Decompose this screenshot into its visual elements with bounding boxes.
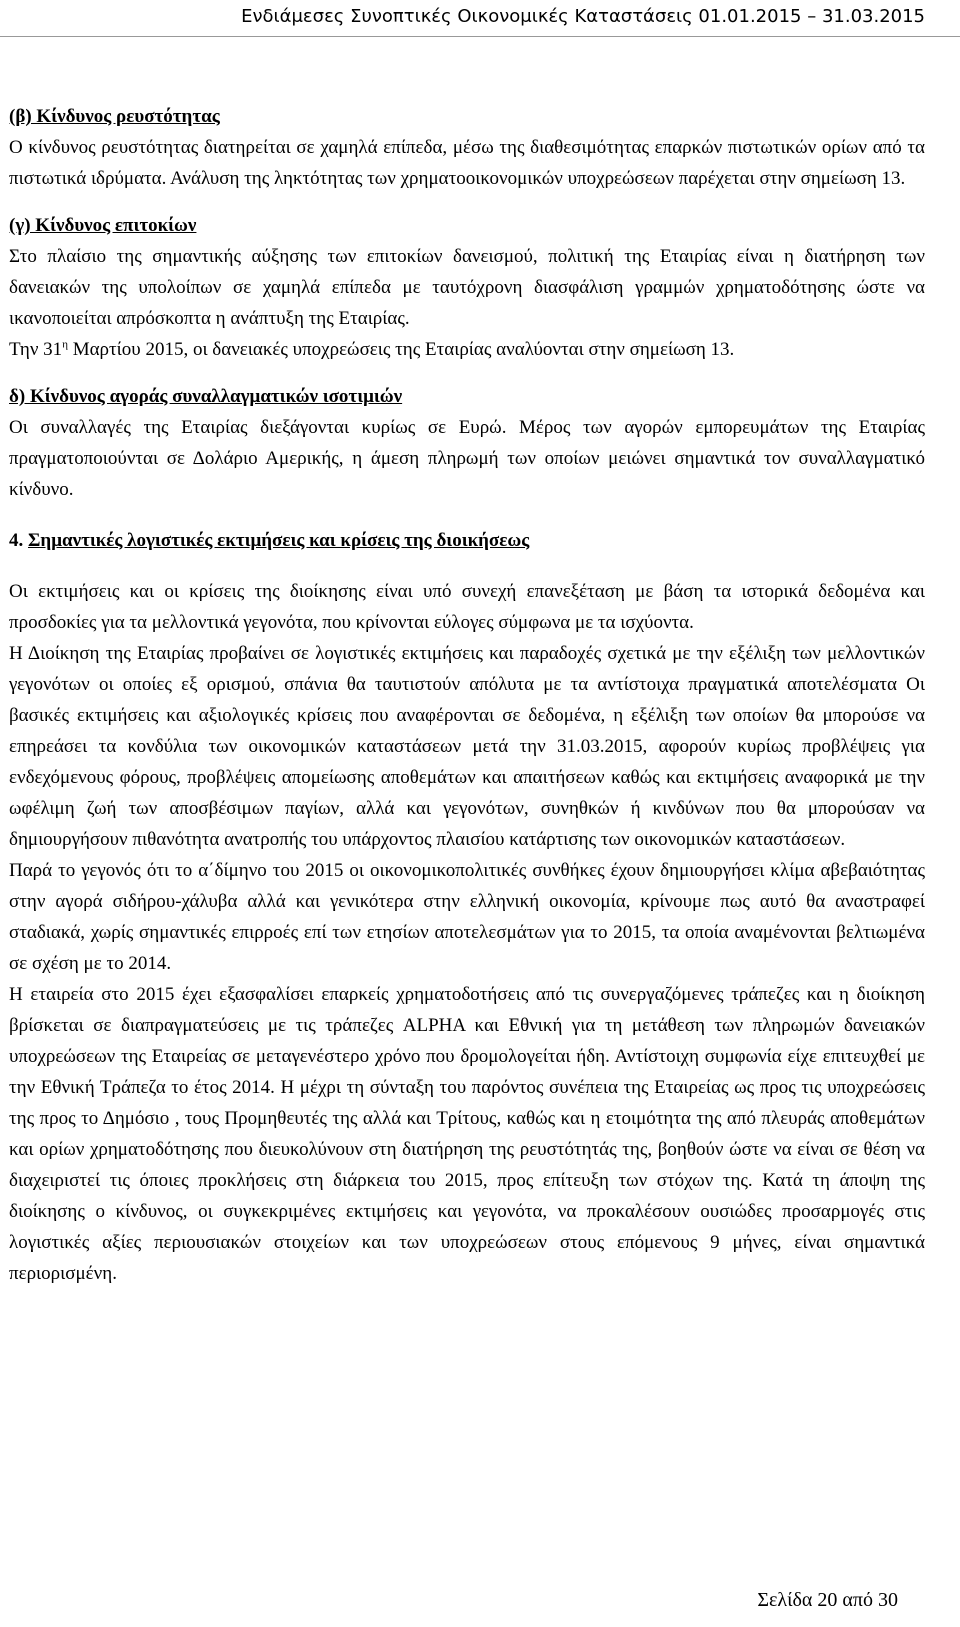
interest-note-end: Μαρτίου 2015, οι δανειακές υποχρεώσεις της Εταιρίας αναλύονται στην σημείωση 13. (67, 339, 735, 360)
interest-risk-heading: (γ) Κίνδυνος επιτοκίων (9, 215, 197, 236)
interest-risk-note (9, 334, 925, 365)
page-header: Ενδιάμεσες Συνοπτικές Οικονομικές Καταστάσεις 01.01.2015 – 31.03.2015 (241, 6, 925, 27)
estimates-paragraph-4: Η εταιρεία στο 2015 έχει εξασφαλίσει επαρκείς χρηματοδοτήσεις από τις συνεργαζόμενες τράπεζες και η διοίκηση βρίσκεται σε διαπραγματεύσεις με τις τράπεζες ALPHA και Εθνική για τη μετάθεση των πληρωμών δανειακών υποχρεώσεων της Εταιρείας σε μεταγενέστερο χρόνο που δρομολογείται ήδη. Αντίστοιχη συμφωνία είχε επιτευχθεί με την Εθνική Τράπεζα το έτος 2014. Η μέχρι τη σύνταξη του παρόντος συνέπεια της Εταιρείας ως προς τις υποχρεώσεις της προς το Δημόσιο , τους Προμηθευτές της αλλά και Τρίτους, καθώς και η ετοιμότητα της από πλευράς αποθεμάτων και ορίων χρηματοδότησης που διευκολύνουν στη διατήρηση της ρευστότητάς της, βοηθούν ώστε να είναι σε θέση να διαχειριστεί τις όποιες προκλήσεις στη διάρκεια του 2015, προς επίτευξη των στόχων της. Κατά τη άποψη της διοίκησης ο κίνδυνος, οι συγκεκριμένες εκτιμήσεις και γεγονότα, να προκαλέσουν ουσιώδες προσαρμογές στις λογιστικές αξίες περιουσιακών στοιχείων και των υποχρεώσεων στους επόμενους 9 μήνες, είναι σημαντικά περιορισμένη. (9, 984, 925, 1284)
liquidity-risk-heading: (β) Κίνδυνος ρευστότητας (9, 106, 220, 127)
interest-risk-paragraph: Στο πλαίσιο της σημαντικής αύξησης των επιτοκίων δανεισμού, πολιτική της Εταιρίας είναι η διατήρηση των δανειακών της υπολοίπων σε χαμηλά επίπεδα με ταυτόχρονη διασφάλιση γραμμών χρηματοδότησης ώστε να ικανοποιείται απρόσκοπτα η ανάπτυξη της Εταιρίας. (9, 246, 925, 329)
header-divider (0, 36, 960, 37)
interest-note-sup: η (62, 338, 68, 351)
estimates-heading (9, 525, 925, 556)
section-number: 4. (9, 530, 24, 551)
estimates-paragraph-1: Οι εκτιμήσεις και οι κρίσεις της διοίκησης είναι υπό συνεχή επανεξέταση με βάση τα ιστορικά δεδομένα και προσδοκίες για τα μελλοντικά γεγονότα, που κρίνονται εύλογες σύμφωνα με τα ισχύοντα. (9, 581, 925, 633)
interest-note-start: Την 31 (9, 339, 63, 360)
estimates-paragraph-2: Η Διοίκηση της Εταιρίας προβαίνει σε λογιστικές εκτιμήσεις και παραδοχές σχετικά με την εξέλιξη των μελλοντικών γεγονότων οι οποίες εξ ορισμού, σπάνια θα ταυτιστούν απόλυτα με τα αντίστοιχα πραγματικά αποτελέσματα Οι βασικές εκτιμήσεις και αξιολογικές κρίσεις που αναφέρονται σε δεδομένα, η εξέλιξη των οποίων θα μπορούσε να επηρεάσει τα κονδύλια των οικονομικών καταστάσεων μετά την 31.03.2015, αφορούν κυρίως προβλέψεις για ενδεχόμενους φόρους, προβλέψεις απομείωσης αποθεμάτων και απαιτήσεων καθώς και εκτιμήσεις αναφορικά με την ωφέλιμη ζωή των αποσβέσιμων παγίων, αλλά και γεγονότων, συνηθκών ή κινδύνων που θα μπορούσαν να δημιουργήσουν πιθανότητα ανατροπής του υπάρχοντος πλαισίου κατάρτισης των οικονομικών καταστάσεων. (9, 643, 925, 850)
fx-risk-heading: δ) Κίνδυνος αγοράς συναλλαγματικών ισοτιμιών (9, 386, 403, 407)
fx-risk-paragraph: Οι συναλλαγές της Εταιρίας διεξάγονται κυρίως σε Ευρώ. Μέρος των αγορών εμπορευμάτων της Εταιρίας πραγματοποιούνται σε Δολάριο Αμερικής, η άμεση πληρωμή των οποίων μειώνει σημαντικά τον συναλλαγματικό κίνδυνο. (9, 417, 925, 500)
estimates-paragraph-3: Παρά το γεγονός ότι το α΄δίμηνο του 2015 οι οικονομικοπολιτικές συνθήκες έχουν δημιουργήσει κλίμα αβεβαιότητας στην αγορά σιδήρου-χάλυβα αλλά και γενικότερα στην ελληνική οικονομία, κρίνουμε πως αυτό θα αναστραφεί σταδιακά, χωρίς σημαντικές επιρροές επί των ετησίων αποτελεσμάτων για το 2015, τα οποία αναμένονται βελτιωμένα σε σχέση με το 2014. (9, 860, 925, 974)
page-number: Σελίδα 20 από 30 (757, 1589, 898, 1611)
estimates-heading-text: Σημαντικές λογιστικές εκτιμήσεις και κρίσεις της διοικήσεως (28, 530, 530, 551)
liquidity-risk-paragraph: Ο κίνδυνος ρευστότητας διατηρείται σε χαμηλά επίπεδα, μέσω της διαθεσιμότητας επαρκών πιστωτικών ορίων από τα πιστωτικά ιδρύματα. Ανάλυση της ληκτότητας των χρηματοοικονομικών υποχρεώσεων παρέχεται στην σημείωση 13. (9, 137, 925, 189)
document-body (9, 101, 925, 1289)
